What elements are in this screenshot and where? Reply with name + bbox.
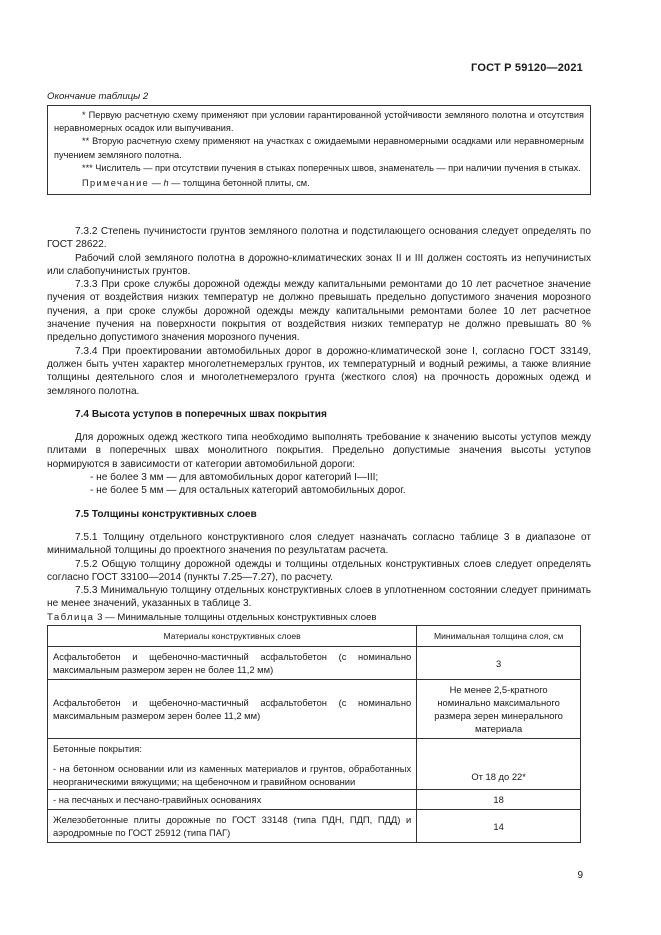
table-cell-material: Асфальтобетон и щебеночно-мастичный асфальтобетон (с номинально максимальным размером зерен более 11,2 мм) <box>48 680 417 739</box>
body-text <box>47 225 591 611</box>
table-3-caption <box>47 612 377 623</box>
note-3: *** Числитель — при отсутствии пучения в стыках поперечных швов, знаменатель — при наличии пучения в стыках. <box>82 162 581 173</box>
para-7-5-1: 7.5.1 Толщину отдельного конструктивного слоя следует назначать согласно таблице 3 в диапазоне от минимальной толщины до проектного значения по результатам расчета. <box>47 531 591 557</box>
table-cell-value: 14 <box>417 810 581 843</box>
remark-dash: — <box>149 178 164 189</box>
concrete-sub-1: - на бетонном основании или из каменных материалов и грунтов, обработанных неорганическими вяжущими; на щебеночном и гравийном основании <box>53 763 412 787</box>
table-cell-material: Асфальтобетон и щебеночно-мастичный асфальтобетон (с номинально максимальным размером зерен не более 11,2 мм) <box>48 647 417 680</box>
table-row <box>48 739 581 790</box>
table-row <box>48 680 581 739</box>
list-item-2: - не более 5 мм — для остальных категорий автомобильных дорог. <box>90 485 406 497</box>
para-7-3-2: 7.3.2 Степень пучинистости грунтов земляного полотна и подстилающего основания следует определять по ГОСТ 28622. <box>47 226 591 251</box>
col-header-materials: Материалы конструктивных слоев <box>48 626 417 647</box>
para-7-5-2: 7.5.2 Общую толщину дорожной одежды и толщины отдельных конструктивных слоев следует определять согласно ГОСТ 33100—2014 (пункты 7.25—7.27), по расчету. <box>47 558 591 583</box>
para-7-3-4: 7.3.4 При проектировании автомобильных дорог в дорожно-климатической зоне I, согласно ГОСТ 33149, должен быть учтен характер многолетнемерзлых грунтов, их температурный и водный режимы, а также влияние толщины деятельного слоя и многолетнемерзлого грунта (жесткого слоя) на прочность дорожных одежд и земляного полотна. <box>47 345 591 397</box>
table-cell-value: 3 <box>417 647 581 680</box>
table-header-row <box>48 626 581 647</box>
table-cell-material: Железобетонные плиты дорожные по ГОСТ 33148 (типа ПДН, ПДП, ПДД) и аэродромные по ГОСТ 25912 (типа ПАГ) <box>48 810 417 843</box>
table-caption-label: Таблица <box>47 612 95 623</box>
remark-text: — толщина бетонной плиты, см. <box>168 178 310 189</box>
table-cell-material: - на песчаных и песчано-гравийных основаниях <box>48 790 417 810</box>
table-3 <box>47 625 581 843</box>
table-caption-text: 3 — Минимальные толщины отдельных конструктивных слоев <box>94 612 377 623</box>
para-7-5-3: 7.5.3 Минимальную толщину отдельных конструктивных слоев в уплотненном состоянии следует принимать не менее значений, указанных в таблице 3. <box>47 585 591 610</box>
table-notes-box <box>47 105 591 195</box>
heading-7-4: 7.4 Высота уступов в поперечных швах покрытия <box>75 408 327 420</box>
note-2: ** Вторую расчетную схему применяют на участках с ожидаемыми неравномерными осадками или неравномерным пучением земляного полотна. <box>54 136 584 160</box>
note-remark <box>54 177 584 190</box>
para-7-3-2-b: Рабочий слой земляного полотна в дорожно-климатических зонах II и III должен состоять из непучинистых или слабопучинистых грунтов. <box>47 252 591 277</box>
table-row <box>48 810 581 843</box>
heading-7-5: 7.5 Толщины конструктивных слоев <box>75 508 257 520</box>
remark-variable: h <box>163 178 169 189</box>
table-cell-value: 18 <box>417 790 581 810</box>
note-1: * Первую расчетную схему применяют при условии гарантированной устойчивости земляного полотна и отсутствия неравномерных осадок или выпучивания. <box>54 110 584 134</box>
remark-label: Примечание <box>82 178 150 189</box>
para-7-4: Для дорожных одежд жесткого типа необходимо выполнять требование к значению высоты уступов между плитами в поперечных швах монолитного покрытия. Предельно допустимые значения высоты уступов нормируются в зависимости от категории автомобильной дороги: <box>47 432 591 470</box>
table-cell-value <box>417 739 581 790</box>
concrete-heading: Бетонные покрытия: <box>53 743 142 754</box>
document-code: ГОСТ Р 59120—2021 <box>471 62 583 74</box>
para-7-3-3: 7.3.3 При сроке службы дорожной одежды между капитальными ремонтами до 10 лет расчетное значение пучения от воздействия низких температур не должно превышать предельно допустимого значения морозного пучения, а при сроке службы дорожной одежды между капитальными ремонтами более 10 лет расчетное значение пучения на поверхности покрытия от воздействия низких температур не должно превышать 80 % предельно допустимого значения морозного пучения. <box>47 279 591 344</box>
table-cell-value: Не менее 2,5-кратного номинально максимального размера зерен минерального материала <box>417 680 581 739</box>
concrete-sub-1-value: От 18 до 22* <box>471 771 526 782</box>
table-continuation-caption: Окончание таблицы 2 <box>47 91 149 102</box>
page-number: 9 <box>577 870 583 881</box>
col-header-min-thickness: Минимальная толщина слоя, см <box>417 626 581 647</box>
table-cell-material <box>48 739 417 790</box>
table-row <box>48 790 581 810</box>
table-row <box>48 647 581 680</box>
list-item-1: - не более 3 мм — для автомобильных дорог категорий I—III; <box>90 472 379 484</box>
